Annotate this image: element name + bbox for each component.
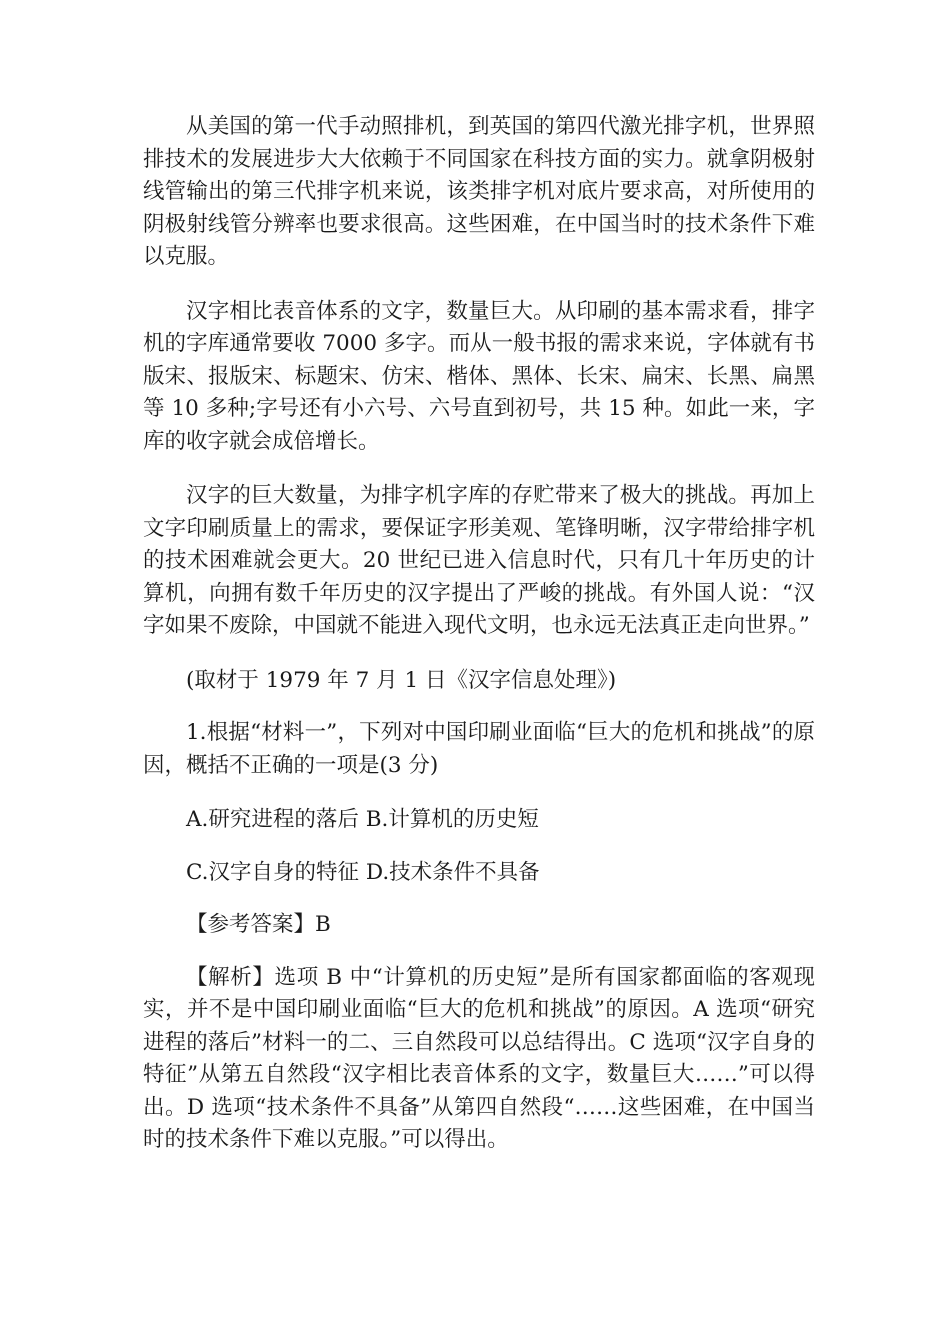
paragraph-character-volume: 汉字相比表音体系的文字，数量巨大。从印刷的基本需求看，排字机的字库通常要收 7000 多字。而从一般书报的需求来说，字体就有书版宋、报版宋、标题宋、仿宋、楷体、黑体、长宋、扁宋、长黑、扁黑等 10 多种;字号还有小六号、六号直到初号，共 15 种。如此一来，字库的收字就会成倍增长。 [143, 298, 815, 454]
options-a-b: A.研究进程的落后 B.计算机的历史短 [186, 807, 539, 832]
options-c-d: C.汉字自身的特征 D.技术条件不具备 [186, 859, 540, 885]
paragraph-photo-typesetting: 从美国的第一代手动照排机，到英国的第四代激光排字机，世界照排技术的发展进步大大依赖于不同国家在科技方面的实力。就拿阴极射线管输出的第三代排字机来说，该类排字机对底片要求高，对所使用的阴极射线管分辨率也要求很高。这些困难，在中国当时的技术条件下难以克服。 [143, 114, 815, 269]
question-1: 1.根据“材料一”，下列对中国印刷业面临“巨大的危机和挑战”的原因，概括不正确的一项是(3 分) [143, 720, 815, 778]
document-body [143, 111, 815, 1179]
source-citation: (取材于 1979 年 7 月 1 日《汉字信息处理》) [186, 667, 617, 693]
answer-analysis: 【解析】选项 B 中“计算机的历史短”是所有国家都面临的客观现实，并不是中国印刷业面临“巨大的危机和挑战”的原因。A 选项“研究进程的落后”材料一的二、三自然段可以总结得出。C 选项“汉字自身的特征”从第五自然段“汉字相比表音体系的文字，数量巨大……”可以得出。D 选项“技术条件不具备”从第四自然段“……这些困难，在中国当时的技术条件下难以克服。”可以得出。 [143, 964, 815, 1152]
paragraph-storage-challenge: 汉字的巨大数量，为排字机字库的存贮带来了极大的挑战。再加上文字印刷质量上的需求，要保证字形美观、笔锋明晰，汉字带给排字机的技术困难就会更大。20 世纪已进入信息时代，只有几十年历史的计算机，向拥有数千年历史的汉字提出了严峻的挑战。有外国人说：“汉字如果不废除，中国就不能进入现代文明，也永远无法真正走向世界。” [143, 483, 815, 638]
reference-answer: 【参考答案】B [186, 912, 331, 937]
